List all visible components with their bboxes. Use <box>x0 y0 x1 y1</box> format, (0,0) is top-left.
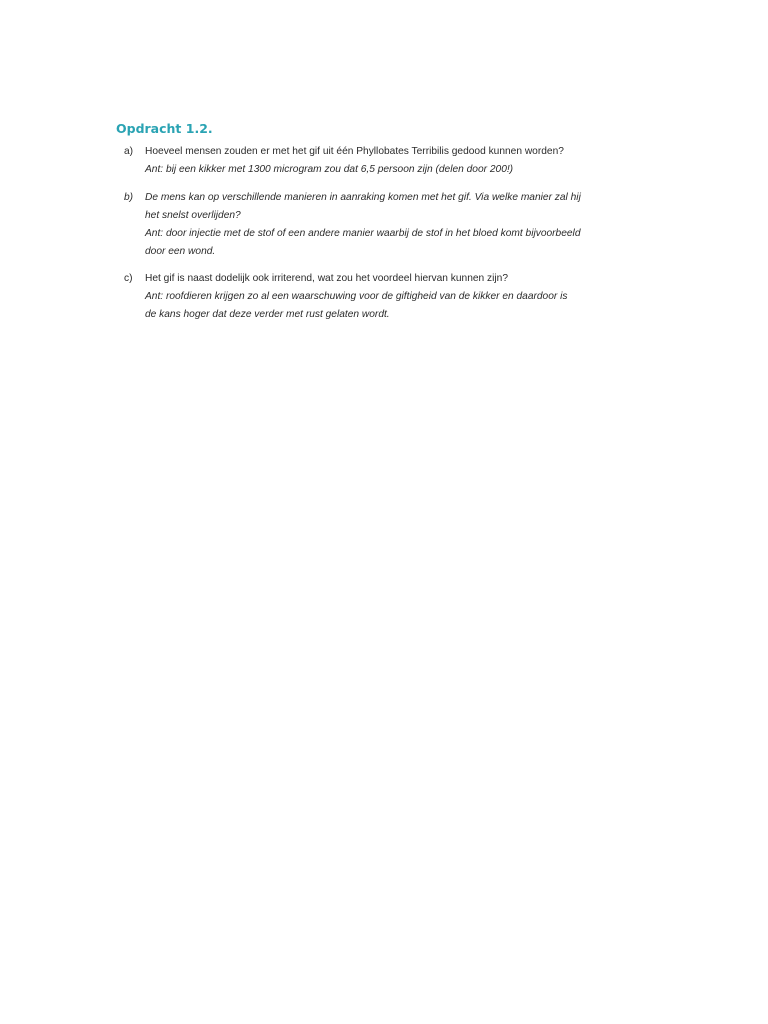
answer-line: door een wond. <box>145 246 216 257</box>
item-marker: b) <box>124 192 134 203</box>
answer-line: Ant: door injectie met de stof of een andere manier waarbij de stof in het bloed komt bijvoorbeeld <box>145 228 581 239</box>
question-line: het snelst overlijden? <box>145 210 241 221</box>
answer-line: Ant: bij een kikker met 1300 microgram zou dat 6,5 persoon zijn (delen door 200!) <box>145 164 514 175</box>
answer-line: de kans hoger dat deze verder met rust gelaten wordt. <box>145 309 390 320</box>
item-marker: a) <box>124 146 134 157</box>
question-line: Het gif is naast dodelijk ook irriterend, wat zou het voordeel hiervan kunnen zijn? <box>145 273 508 284</box>
assignment-heading: Opdracht 1.2. <box>116 121 213 136</box>
item-body <box>145 189 624 261</box>
item-body <box>145 143 624 179</box>
question-item-b <box>124 189 624 261</box>
question-line: Hoeveel mensen zouden er met het gif uit één Phyllobates Terribilis gedood kunnen worden? <box>145 146 564 157</box>
question-item-a <box>124 143 624 179</box>
question-line: De mens kan op verschillende manieren in aanraking komen met het gif. Via welke manier zal hij <box>145 192 581 203</box>
item-body <box>145 270 624 324</box>
item-marker: c) <box>124 273 133 284</box>
question-item-c <box>124 270 624 324</box>
answer-line: Ant: roofdieren krijgen zo al een waarschuwing voor de giftigheid van de kikker en daardoor is <box>145 291 568 302</box>
